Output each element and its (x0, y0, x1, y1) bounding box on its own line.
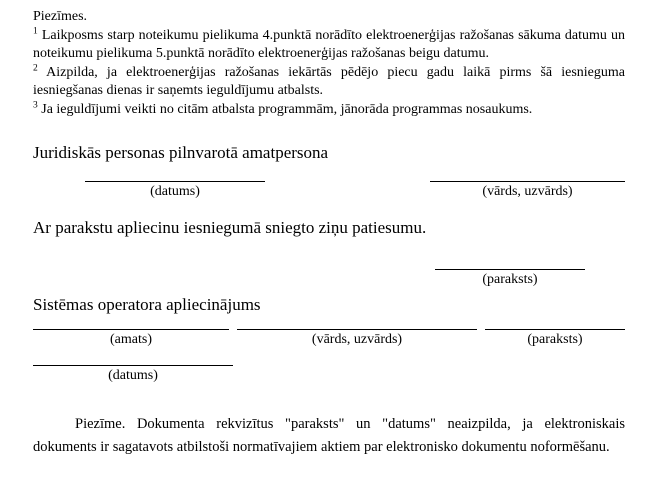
operator-name-field (237, 316, 477, 350)
operator-date-field (33, 352, 233, 386)
authorized-person-name-field (430, 168, 625, 202)
name-signature-line (430, 168, 625, 182)
operator-signature-field (485, 316, 625, 350)
date-field-label: (datums) (150, 183, 200, 199)
operator-name-field-label: (vārds, uzvārds) (311, 332, 403, 348)
operator-position-field (33, 316, 229, 350)
authorized-person-signature-row (33, 168, 625, 202)
footnote-1 (33, 27, 625, 64)
operator-date-field-label: (datums) (108, 367, 158, 383)
footnote-2-text: Aizpilda, ja elektroenerģijas ražošanas iekārtās pēdējo piecu gadu laikā pirms šā iesnieguma iesniegšanas dienas ir saņemts ieguldījumu atbalsts. (33, 64, 625, 99)
footnote-3-text: Ja ieguldījumi veikti no citām atbalsta programmām, jānorāda programmas nosaukums. (37, 102, 533, 118)
position-signature-line (33, 316, 229, 330)
position-field-label: (amats) (110, 332, 152, 348)
operator-signature-line (485, 316, 625, 330)
signature-statement: Ar parakstu apliecinu iesniegumā sniegto ziņu patiesumu. (33, 218, 427, 238)
footnote-2-marker: 2 (33, 63, 38, 74)
system-operator-heading: Sistēmas operatora apliecinājums (33, 295, 261, 315)
footer-note: Piezīme. Dokumenta rekvizītus "paraksts" un "datums" neaizpilda, ja elektroniskais dokuments ir sagatavots atbilstoši normatīvajiem aktiem par elektronisko dokumentu noformēšanu. (33, 416, 625, 455)
authorized-person-date-field (85, 168, 265, 202)
footnote-1-text: Laikposms starp noteikumu pielikuma 4.punktā norādīto elektroenerģijas ražošanas sākuma datumu un noteikumu pielikuma 5.punktā norādīto elektroenerģijas ražošanas beigu datumu. (33, 27, 625, 62)
signature-line (435, 256, 585, 270)
operator-name-signature-line (237, 316, 477, 330)
footnote-3-marker: 3 (33, 100, 38, 111)
name-field-label: (vārds, uzvārds) (482, 183, 573, 199)
date-signature-line (85, 168, 265, 182)
authorized-person-signature-field (435, 256, 585, 290)
signature-field-label: (paraksts) (482, 272, 538, 288)
authorized-person-heading: Juridiskās personas pilnvarotā amatpersona (33, 142, 329, 162)
operator-signature-field-label: (paraksts) (527, 332, 583, 348)
notes-heading: Piezīmes. (33, 9, 88, 24)
operator-date-signature-line (33, 352, 233, 366)
footnote-3 (33, 101, 625, 120)
footnote-1-marker: 1 (33, 25, 38, 36)
footnote-2 (33, 64, 625, 101)
system-operator-signature-row (33, 316, 625, 350)
